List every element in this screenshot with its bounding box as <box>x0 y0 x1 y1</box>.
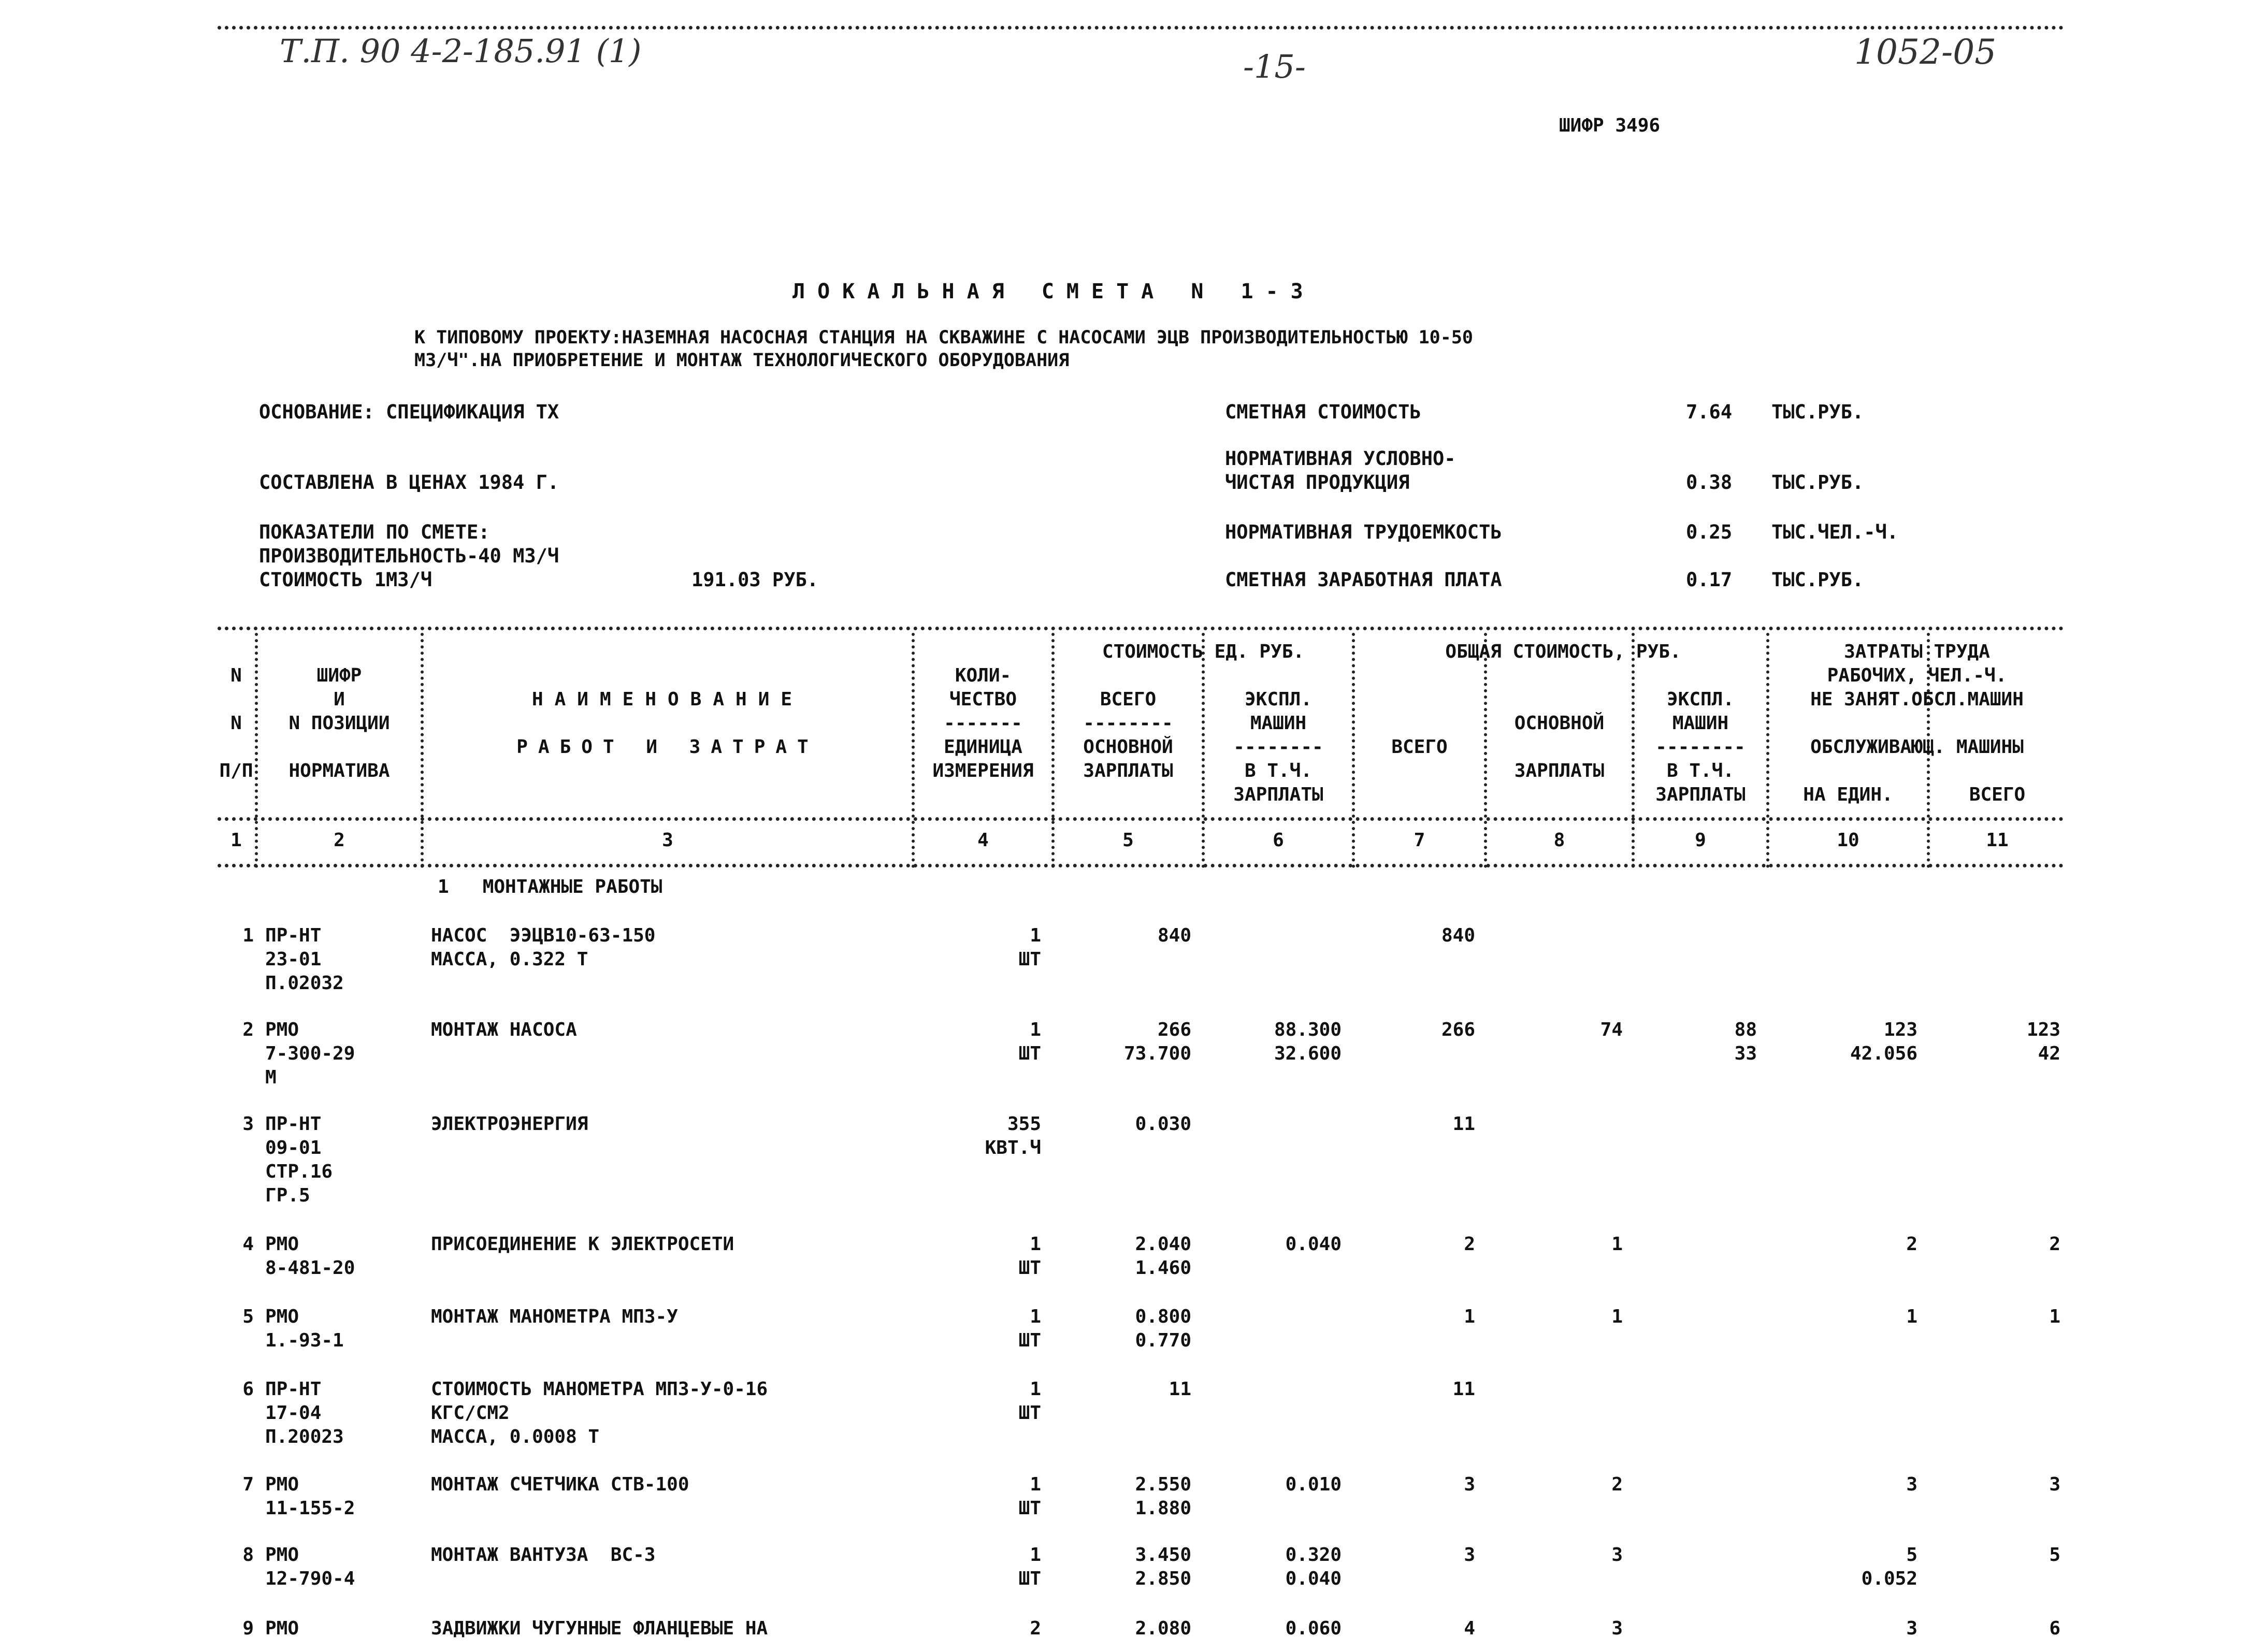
row-name: МАССА, 0.0008 Т <box>431 1426 600 1447</box>
row-code: П.02032 <box>265 973 344 994</box>
hdr-c2-line: N ПОЗИЦИИ <box>289 713 390 734</box>
row-code: РМО <box>265 1474 299 1495</box>
row-unit-total: 2.550 <box>1135 1474 1191 1495</box>
row-labor-total: 123 <box>2026 1019 2060 1040</box>
unit-cost-value: 191.03 РУБ. <box>691 569 819 591</box>
row-unit-wage: 1.880 <box>1135 1498 1191 1519</box>
hdr-c8-line: ЗАРПЛАТЫ <box>1514 760 1605 781</box>
top-rule <box>218 26 2064 30</box>
row-number: 5 <box>242 1306 254 1327</box>
basis-text: ОСНОВАНИЕ: СПЕЦИФИКАЦИЯ ТХ <box>259 401 559 423</box>
row-code: ПР-НТ <box>265 1113 322 1135</box>
row-name: ЭЛЕКТРОЭНЕРГИЯ <box>431 1113 588 1135</box>
row-unit-wage: 0.770 <box>1135 1330 1191 1351</box>
row-total: 840 <box>1441 925 1475 946</box>
row-quantity: 1 <box>1030 925 1041 946</box>
col-number: 6 <box>1273 830 1284 851</box>
hdr-c5-line: ВСЕГО <box>1100 689 1157 710</box>
row-unit-wage: 1.460 <box>1135 1257 1191 1279</box>
row-labor-total: 3 <box>2049 1474 2060 1495</box>
row-total: 266 <box>1441 1019 1475 1040</box>
hdr-c2-line: НОРМАТИВА <box>289 760 390 781</box>
hdr-c4-line: ------- <box>944 713 1022 734</box>
row-code: 23-01 <box>265 949 322 970</box>
row-unit-wage: 73.700 <box>1123 1043 1191 1064</box>
row-number: 7 <box>242 1474 254 1495</box>
row-unit-total: 266 <box>1157 1019 1191 1040</box>
row-quantity: 2 <box>1030 1618 1041 1639</box>
row-unit: ШТ <box>1018 1568 1041 1589</box>
hdr-c10-line: ОБСЛУЖИВАЮЩ. МАШИНЫ <box>1810 736 2024 758</box>
row-code: 17-04 <box>265 1402 322 1424</box>
row-quantity: 1 <box>1030 1234 1041 1255</box>
col-number: 4 <box>977 830 989 851</box>
row-unit: ШТ <box>1018 1257 1041 1279</box>
table-header-bottom-rule <box>218 817 2064 821</box>
row-number: 8 <box>242 1544 254 1566</box>
estimate-cost-unit: ТЫС.РУБ. <box>1771 401 1864 423</box>
row-code: РМО <box>265 1618 299 1639</box>
row-total: 3 <box>1464 1474 1475 1495</box>
wage-fund-value: 0.17 <box>1686 569 1733 591</box>
net-product-value: 0.38 <box>1686 471 1733 494</box>
prices-text: СОСТАВЛЕНА В ЦЕНАХ 1984 Г. <box>259 471 559 494</box>
labor-intensity-label: НОРМАТИВНАЯ ТРУДОЕМКОСТЬ <box>1225 521 1502 543</box>
col-number: 8 <box>1553 830 1565 851</box>
wage-fund-label: СМЕТНАЯ ЗАРАБОТНАЯ ПЛАТА <box>1225 569 1502 591</box>
row-unit: ШТ <box>1018 1330 1041 1351</box>
hdr-c9-line: ЗАРПЛАТЫ <box>1655 784 1746 805</box>
row-total-wage: 3 <box>1611 1544 1623 1566</box>
hdr-c4-line: ЧЕСТВО <box>949 689 1017 710</box>
row-number: 3 <box>242 1113 254 1135</box>
row-unit-machines: 88.300 <box>1274 1019 1342 1040</box>
hdr-c6-line: ЗАРПЛАТЫ <box>1233 784 1323 805</box>
hdr-c2-line: И <box>334 689 345 710</box>
hdr-c3-works: РАБОТ И ЗАТРАТ <box>516 736 819 758</box>
row-labor-per-unit: 123 <box>1883 1019 1917 1040</box>
row-code: РМО <box>265 1306 299 1327</box>
subtitle-line-2: М3/Ч".НА ПРИОБРЕТЕНИЕ И МОНТАЖ ТЕХНОЛОГИЧЕСКОГО ОБОРУДОВАНИЯ <box>414 350 1070 371</box>
row-quantity: 1 <box>1030 1019 1041 1040</box>
row-labor-machines-per-unit: 0.052 <box>1861 1568 1917 1589</box>
col-number: 1 <box>230 830 242 851</box>
hdr-c9-line: В Т.Ч. <box>1666 760 1735 781</box>
row-total-wage: 1 <box>1611 1306 1623 1327</box>
row-name: МОНТАЖ СЧЕТЧИКА СТВ-100 <box>431 1474 689 1495</box>
row-labor-per-unit: 2 <box>1906 1234 1917 1255</box>
wage-fund-unit: ТЫС.РУБ. <box>1771 569 1864 591</box>
row-total-wage: 74 <box>1600 1019 1623 1040</box>
row-labor-total: 6 <box>2049 1618 2060 1639</box>
row-labor-total: 5 <box>2049 1544 2060 1566</box>
hdr-c4-line: ЕДИНИЦА <box>944 736 1022 758</box>
row-total: 11 <box>1452 1379 1475 1400</box>
row-number: 2 <box>242 1019 254 1040</box>
hdr-c5-line: -------- <box>1083 713 1173 734</box>
row-code: РМО <box>265 1019 299 1040</box>
row-labor-per-unit: 5 <box>1906 1544 1917 1566</box>
hdr-c10-line: НА ЕДИН. <box>1803 784 1893 805</box>
estimate-cost-value: 7.64 <box>1686 401 1733 423</box>
row-unit-machines: 0.060 <box>1285 1618 1342 1639</box>
row-name: СТОИМОСТЬ МАНОМЕТРА МП3-У-0-16 <box>431 1379 768 1400</box>
row-code: РМО <box>265 1544 299 1566</box>
row-name: МОНТАЖ МАНОМЕТРА МП3-У <box>431 1306 678 1327</box>
hdr-c6-line: МАШИН <box>1250 713 1307 734</box>
row-labor-per-unit: 3 <box>1906 1474 1917 1495</box>
hdr-c3-name: НАИМЕНОВАНИЕ <box>531 689 804 710</box>
row-labor-per-unit: 3 <box>1906 1618 1917 1639</box>
row-unit: ШТ <box>1018 1402 1041 1424</box>
hdr-unit-cost: СТОИМОСТЬ ЕД. РУБ. <box>1102 641 1305 662</box>
row-number: 6 <box>242 1379 254 1400</box>
row-name: МОНТАЖ ВАНТУЗА ВС-3 <box>431 1544 656 1566</box>
row-labor-machines-per-unit: 42.056 <box>1850 1043 1917 1064</box>
hdr-c1-line: П/П <box>219 760 253 781</box>
row-quantity: 1 <box>1030 1306 1041 1327</box>
row-total-machines: 88 <box>1734 1019 1757 1040</box>
cipher: ШИФР 3496 <box>1559 115 1661 136</box>
row-unit: ШТ <box>1018 1043 1041 1064</box>
row-code: М <box>265 1067 277 1088</box>
row-name: КГС/СМ2 <box>431 1402 510 1424</box>
hdr-c7: ВСЕГО <box>1391 736 1448 758</box>
row-unit-total: 840 <box>1157 925 1191 946</box>
hdr-c9-line: МАШИН <box>1672 713 1729 734</box>
row-unit-total: 11 <box>1169 1379 1191 1400</box>
row-code: 8-481-20 <box>265 1257 355 1279</box>
section-title: 1 МОНТАЖНЫЕ РАБОТЫ <box>438 876 662 897</box>
row-labor-per-unit: 1 <box>1906 1306 1917 1327</box>
row-unit-total: 2.040 <box>1135 1234 1191 1255</box>
page-title: ЛОКАЛЬНАЯ СМЕТА N 1-3 <box>792 280 1316 303</box>
row-quantity: 355 <box>1007 1113 1041 1135</box>
row-code: ПР-НТ <box>265 925 322 946</box>
row-name: ПРИСОЕДИНЕНИЕ К ЭЛЕКТРОСЕТИ <box>431 1234 734 1255</box>
hdr-total-cost: ОБЩАЯ СТОИМОСТЬ, РУБ. <box>1445 641 1681 662</box>
row-total-wage: 3 <box>1611 1618 1623 1639</box>
net-product-unit: ТЫС.РУБ. <box>1771 471 1864 494</box>
row-total-wage: 2 <box>1611 1474 1623 1495</box>
row-unit-machine-wage: 0.040 <box>1285 1568 1342 1589</box>
subtitle-line-1: К ТИПОВОМУ ПРОЕКТУ:НАЗЕМНАЯ НАСОСНАЯ СТАНЦИЯ НА СКВАЖИНЕ С НАСОСАМИ ЭЦВ ПРОИЗВОДИТЕЛЬНОСТЬЮ 10-50 <box>414 327 1473 348</box>
hdr-c4-line: КОЛИ- <box>955 665 1012 686</box>
table-top-rule <box>218 627 2064 630</box>
row-number: 1 <box>242 925 254 946</box>
row-unit: ШТ <box>1018 1498 1041 1519</box>
hdr-c4-line: ИЗМЕРЕНИЯ <box>932 760 1034 781</box>
row-code: СТР.16 <box>265 1161 333 1182</box>
sheet-code: 1052-05 <box>1854 32 1997 72</box>
row-unit-machines: 0.320 <box>1285 1544 1342 1566</box>
row-unit-wage: 2.850 <box>1135 1568 1191 1589</box>
hdr-c11: ВСЕГО <box>1969 784 2026 805</box>
col-number: 5 <box>1122 830 1134 851</box>
page-number: -15- <box>1243 48 1306 85</box>
productivity-text: ПРОИЗВОДИТЕЛЬНОСТЬ-40 М3/Ч <box>259 545 559 567</box>
hdr-c1-line: N <box>230 713 242 734</box>
row-total: 2 <box>1464 1234 1475 1255</box>
hdr-c5-line: ЗАРПЛАТЫ <box>1083 760 1173 781</box>
row-unit-total: 3.450 <box>1135 1544 1191 1566</box>
row-code: 1.-93-1 <box>265 1330 344 1351</box>
row-total-machine-wage: 33 <box>1734 1043 1757 1064</box>
hdr-c9-line: -------- <box>1655 736 1746 758</box>
row-total: 11 <box>1452 1113 1475 1135</box>
row-code: ПР-НТ <box>265 1379 322 1400</box>
row-total-wage: 1 <box>1611 1234 1623 1255</box>
row-code: 11-155-2 <box>265 1498 355 1519</box>
row-unit: ШТ <box>1018 949 1041 970</box>
row-number: 9 <box>242 1618 254 1639</box>
row-total: 1 <box>1464 1306 1475 1327</box>
row-unit-machine-wage: 32.600 <box>1274 1043 1342 1064</box>
row-unit-total: 0.800 <box>1135 1306 1191 1327</box>
row-labor-machines-total: 42 <box>2038 1043 2060 1064</box>
hdr-c6-line: -------- <box>1233 736 1323 758</box>
col-number: 10 <box>1837 830 1859 851</box>
estimate-cost-label: СМЕТНАЯ СТОИМОСТЬ <box>1225 401 1421 423</box>
table-numbers-bottom-rule <box>218 864 2064 867</box>
row-code: 09-01 <box>265 1137 322 1158</box>
row-labor-total: 2 <box>2049 1234 2060 1255</box>
col-number: 7 <box>1414 830 1425 851</box>
hdr-labor-line: РАБОЧИХ, ЧЕЛ.-Ч. <box>1827 665 2007 686</box>
row-name: МАССА, 0.322 Т <box>431 949 588 970</box>
row-total: 4 <box>1464 1618 1475 1639</box>
hdr-c1-line: N <box>230 665 242 686</box>
hdr-labor-line: НЕ ЗАНЯТ.ОБСЛ.МАШИН <box>1810 689 2024 710</box>
row-name: НАСОС ЭЭЦВ10-63-150 <box>431 925 656 946</box>
row-quantity: 1 <box>1030 1379 1041 1400</box>
hdr-c6-line: ЭКСПЛ. <box>1244 689 1313 710</box>
hdr-c5-line: ОСНОВНОЙ <box>1083 736 1173 758</box>
row-code: ГР.5 <box>265 1185 310 1206</box>
labor-intensity-unit: ТЫС.ЧЕЛ.-Ч. <box>1771 521 1899 543</box>
row-labor-total: 1 <box>2049 1306 2060 1327</box>
unit-cost-label: СТОИМОСТЬ 1М3/Ч <box>259 569 432 591</box>
labor-intensity-value: 0.25 <box>1686 521 1733 543</box>
row-name: ЗАДВИЖКИ ЧУГУННЫЕ ФЛАНЦЕВЫЕ НА <box>431 1618 768 1639</box>
indicators-text: ПОКАЗАТЕЛИ ПО СМЕТЕ: <box>259 521 490 543</box>
row-unit: КВТ.Ч <box>985 1137 1041 1158</box>
row-quantity: 1 <box>1030 1474 1041 1495</box>
row-unit-machines: 0.010 <box>1285 1474 1342 1495</box>
col-number: 2 <box>334 830 345 851</box>
row-total: 3 <box>1464 1544 1475 1566</box>
row-code: РМО <box>265 1234 299 1255</box>
doc-code: Т.П. 90 4-2-185.91 (1) <box>280 32 642 70</box>
hdr-c2-line: ШИФР <box>316 665 362 686</box>
net-product-label: НОРМАТИВНАЯ УСЛОВНО- <box>1225 447 1456 470</box>
col-number: 3 <box>662 830 673 851</box>
row-code: П.20023 <box>265 1426 344 1447</box>
row-unit-total: 0.030 <box>1135 1113 1191 1135</box>
row-quantity: 1 <box>1030 1544 1041 1566</box>
col-number: 9 <box>1695 830 1706 851</box>
col-number: 11 <box>1986 830 2009 851</box>
net-product-label-2: ЧИСТАЯ ПРОДУКЦИЯ <box>1225 471 1410 494</box>
hdr-c9-line: ЭКСПЛ. <box>1666 689 1735 710</box>
hdr-c6-line: В Т.Ч. <box>1244 760 1313 781</box>
row-number: 4 <box>242 1234 254 1255</box>
row-unit-total: 2.080 <box>1135 1618 1191 1639</box>
row-code: 7-300-29 <box>265 1043 355 1064</box>
row-code: 12-790-4 <box>265 1568 355 1589</box>
hdr-labor-line: ЗАТРАТЫ ТРУДА <box>1844 641 1990 662</box>
row-unit-machines: 0.040 <box>1285 1234 1342 1255</box>
hdr-c8-line: ОСНОВНОЙ <box>1514 713 1605 734</box>
row-name: МОНТАЖ НАСОСА <box>431 1019 577 1040</box>
